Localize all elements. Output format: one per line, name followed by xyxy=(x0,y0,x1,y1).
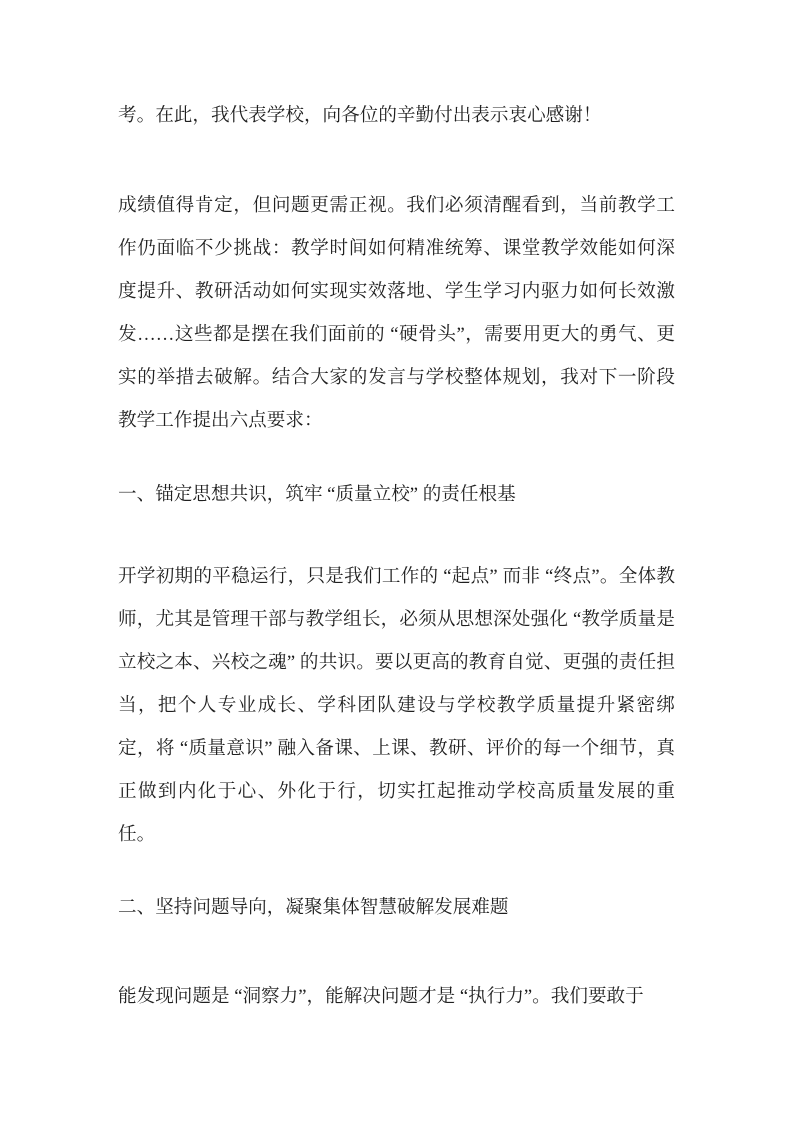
section-heading-1: 一、锚定思想共识，筑牢 “质量立校” 的责任根基 xyxy=(118,484,516,505)
paragraph-continuation: 考。在此，我代表学校，向各位的辛勤付出表示衷心感谢！ xyxy=(118,105,602,126)
paragraph: 开学初期的平稳运行，只是我们工作的 “起点” 而非 “终点”。全体教师，尤其是管理干部与教学组长，必须从思想深处强化 “教学质量是立校之本、兴校之魂” 的共识。要以更高的教育自觉、更强的责任担当，把个人专业成长、学科团队建设与学校教学质量提升紧密绑定，将 “质量意识” 融入备课、上课、教研、评价的每一个细节，真正做到内化于心、外化于行，切实扛起推动学校高质量发展的重任。 xyxy=(118,566,675,845)
paragraph: 成绩值得肯定，但问题更需正视。我们必须清醒看到，当前教学工作仍面临不少挑战：教学时间如何精准统筹、课堂教学效能如何深度提升、教研活动如何实现实效落地、学生学习内驱力如何长效激发……这些都是摆在我们面前的 “硬骨头”，需要用更大的勇气、更实的举措去破解。结合大家的发言与学校整体规划，我对下一阶段教学工作提出六点要求： xyxy=(118,195,675,431)
paragraph: 能发现问题是 “洞察力”，能解决问题才是 “执行力”。我们要敢于 xyxy=(118,986,644,1007)
section-heading-2: 二、坚持问题导向，凝聚集体智慧破解发展难题 xyxy=(118,897,509,918)
